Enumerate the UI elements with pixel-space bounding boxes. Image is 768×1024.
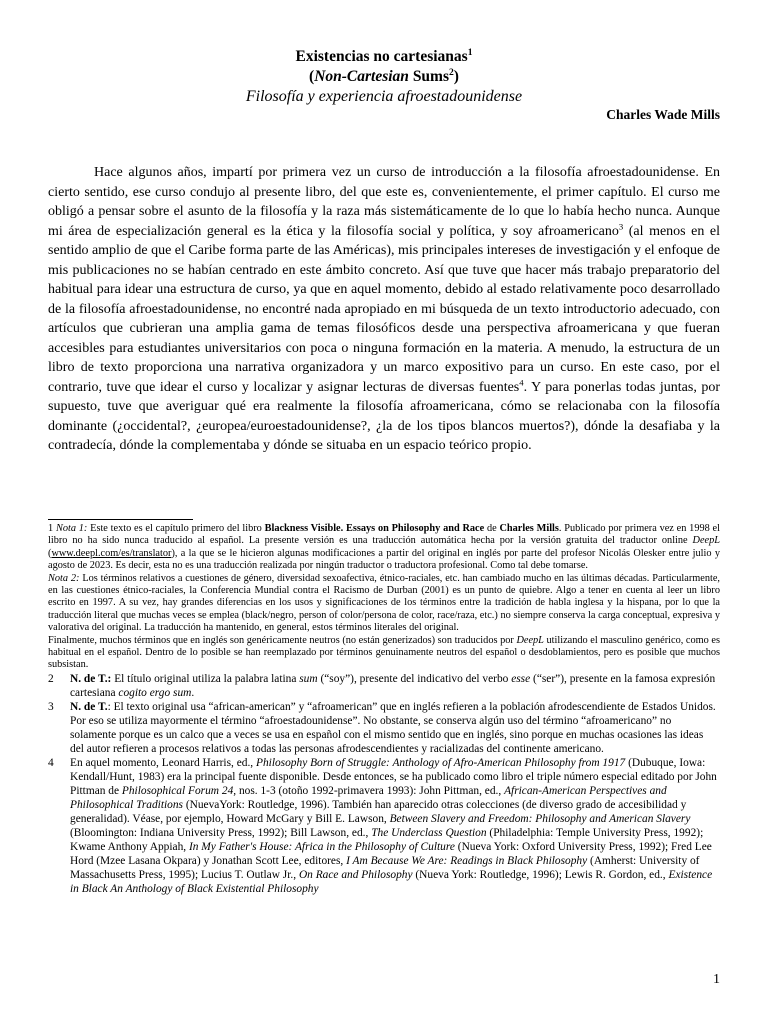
page-subtitle: (Non-Cartesian Sums$^2$) bbox=[309, 66, 459, 85]
footnote-3: 3 N. de T.: El texto original usa “african-american” y “afroamerican” que en inglés refieren a la población afrodescendiente de Estados Unidos. Por eso se utiliza mayormente el término “afroestadounidense”. No obstante, se conserva algún uso del término “afroamericano” no solamente porque es un calco que a veces se usa en español con el mismo sentido que en inglés, sino porque en muchas ocasiones las ideas del autor refieren a procesos relativos a todas las personas afrodescendientes y racializadas del continente americano. bbox=[48, 700, 716, 755]
footnote-ref-1[interactable]: 1 bbox=[467, 46, 473, 58]
author-name: Charles Wade Mills bbox=[606, 107, 720, 122]
translator-link[interactable]: www.deepl.com/es/translator bbox=[51, 547, 172, 559]
footnote-ref-4[interactable]: 4 bbox=[519, 376, 524, 387]
footnote-4: 4 En aquel momento, Leonard Harris, ed., Philosophy Born of Struggle: Anthology of Afro-American Philosophy from 1917 (Dubuque, Iowa: Kendall/Hunt, 1983) era la principal fuente disponible. Desde entonces, se ha publicado como libro el triple número especial editado por John Pittman de Philosophical Forum 24, nos. 1-3 (otoño 1992-primavera 1993): John Pittman, ed., African-American Perspectives and Philosophical Traditions (NuevaYork: Routledge, 1996). También han aparecido otras colecciones (de diverso grado de accesibilidad y generalidad). Véase, por ejemplo, Howard McGary y Bill E. Lawson, Between Slavery and Freedom: Philosophy and American Slavery (Bloomington: Indiana University Press, 1992); Bill Lawson, ed., The Underclass Question (Philadelphia: Temple University Press, 1992); Kwame Anthony Appiah, In My Father's House: Africa in the Philosophy of Culture (Nueva York: Oxford University Press, 1992); Fred Lee Hord (Mzee Lasana Okpara) y Jonathan Scott Lee, editores, I Am Because We Are: Readings in Black Philosophy (Amherst: University of Massachusetts Press, 1995); Lucius T. Outlaw Jr., On Race and Philosophy (Nueva York: Routledge, 1996); Lewis R. Gordon, ed., Existence in Black An Anthology of Black Existential Philosophy bbox=[48, 756, 717, 895]
footnotes bbox=[48, 523, 720, 896]
footnote-2: 2 N. de T.: El título original utiliza la palabra latina sum (“soy”), presente del indicativo del verbo esse (“ser”), presente en la famosa expresión cartesiana cogito ergo sum. bbox=[48, 672, 716, 699]
page-number: 1 bbox=[713, 972, 720, 987]
footnote-ref-3[interactable]: 3 bbox=[618, 220, 624, 231]
footnote-1-note-2: Nota 2: Los términos relativos a cuestiones de género, diversidad sexoafectiva, étnico-raciales, etc. han cambiado mucho en las últimas décadas. Particularmente, en las cuestiones étnico-raciales, la Conferencia Mundial contra el Racismo de Durban (2001) es un punto de quiebre. Algo a tener en cuenta al leer un libro escrito en 1997. A su vez, hay grandes diferencias en los usos y significaciones de los términos entre la tradición de habla inglesa y la hispana, por lo que la traducción literal que muchas veces se emplea (black/negro, person of color/persona de color, race/raza, etc.) no siempre conserva la carga conceptual, expresiva y valorativa del original. La traducción ha mantenido, en general, estos términos literales del original. bbox=[48, 572, 720, 634]
footnote-1-final: Finalmente, muchos términos que en inglés son genéricamente neutros (no están generizados) son traducidos por DeepL utilizando el masculino genérico, como es habitual en el español. Dentro de lo posible se han reemplazado por términos genuinamente neutros del español o desdoblamientos, pero es posible que muchos subsistan. bbox=[48, 634, 720, 671]
body-paragraph: Hace algunos años, impartí por primera vez un curso de introducción a la filosofía afroestadounidense. En cierto sentido, ese curso condujo al presente libro, del que este es, convenientemente, el primer capítulo. El curso me obligó a pensar sobre el asunto de la filosofía y la raza más sistemáticamente de lo que lo había hecho nunca. Aunque mi área de especialización general es la ética y la filosofía social y política, y soy afroamericano$^3$ (al menos en el sentido amplio de que el Caribe forma parte de las Américas), mis principales intereses de investigación y el enfoque de mis publicaciones no se habían centrado en este ámbito concreto. Así que tuve que hacer más trabajo preparatorio del habitual para idear una estructura de curso, ya que en aquel momento, debido al estado relativamente poco desarrollado de la filosofía afroestadounidense, no encontré nada apropiado en mi búsqueda de un texto introductorio adecuado, con artículos que cubrieran una amplia gama de temas filosóficos desde una perspectiva afroamericana y que fueran accesibles para estudiantes universitarios con poca o ninguna formación en la materia. A menudo, la estructura de un libro de texto proporciona una narrativa organizadora y un marco expositivo para un curso. En este caso, por el contrario, tuve que idear el curso y localizar y asignar lecturas de diversas fuentes$^4$. Y para ponerlas todas juntas, por supuesto, tuve que averiguar qué era realmente la filosofía afroamericana, cómo se relacionaba con la filosofía dominante (¿occidental?, ¿europea/euroestadounidense?, ¿la de los tipos blancos muertos?), dónde la desafiaba y la contradecía, dónde la complementaba y dónde se situaba en un espacio teórico propio. bbox=[48, 165, 721, 453]
title-text: Existencias no cartesianas bbox=[295, 48, 468, 65]
footnote-1: 1 Nota 1: Este texto es el capítulo primero del libro Blackness Visible. Essays on Philosophy and Race de Charles Mills. Publicado por primera vez en 1998 el libro no ha sido nunca traducido al español. La presente versión es una traducción automática hecha por la versión gratuita del traductor online DeepL (www.deepl.com/es/translator), a la que se le hicieron algunas modificaciones a partir del original en inglés por parte del profesor Nicolás Olesker entre julio y agosto de 2023. Es decir, esta no es una traducción realizada por ningún traductor o traductora profesional. Como tal debe tomarse. bbox=[48, 523, 720, 572]
page-subtitle-2: Filosofía y experiencia afroestadounidense bbox=[245, 88, 523, 105]
document-page bbox=[48, 0, 720, 1024]
subtitle-italic: Non-Cartesian bbox=[314, 68, 409, 85]
footnote-separator bbox=[48, 519, 193, 520]
page-title bbox=[48, 47, 720, 67]
footnote-ref-2[interactable]: 2 bbox=[449, 66, 454, 78]
